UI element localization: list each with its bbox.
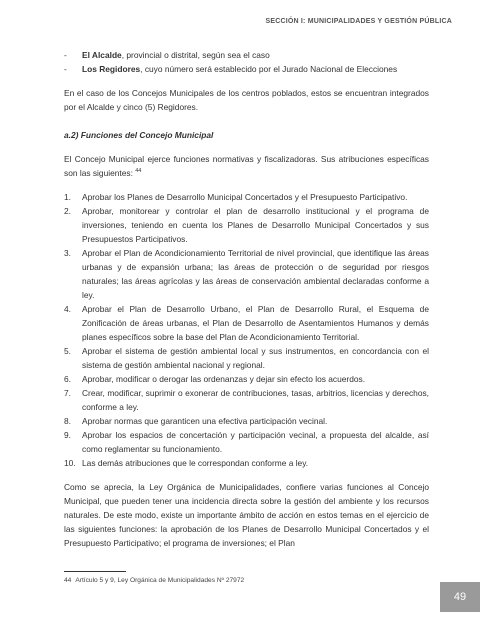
item-text: Aprobar el Plan de Acondicionamiento Territorial de nivel provincial, que identifique las áreas urbanas y de expansión urbana; las áreas de protección o de seguridad por riesgos naturales; las áreas agrícolas y las áreas de conservación ambiental declaradas conforme a ley.	[82, 248, 429, 300]
council-members-list	[64, 48, 429, 76]
section-subheading: a.2) Funciones del Concejo Municipal	[64, 130, 214, 140]
item-text: Crear, modificar, suprimir o exonerar de contribuciones, tasas, arbitrios, licencias y derechos, conforme a ley.	[82, 388, 429, 412]
list-item	[64, 48, 429, 62]
item-text: Aprobar, monitorear y controlar el plan de desarrollo institucional y el programa de inversiones, teniendo en cuenta los Planes de Desarrollo Municipal Concertados y sus Presupuestos Participativos.	[82, 206, 429, 244]
member-description: , provincial o distrital, según sea el caso	[121, 50, 270, 60]
list-item	[64, 62, 429, 76]
list-item	[64, 246, 429, 302]
intro-text: El Concejo Municipal ejerce funciones normativas y fiscalizadoras. Sus atribuciones específicas son las siguientes:	[64, 154, 429, 178]
item-text: Aprobar el Plan de Desarrollo Urbano, el Plan de Desarrollo Rural, el Esquema de Zonificación de áreas urbanas, el Plan de Desarrollo de Asentamientos Humanos y demás planes específicos sobre la base del Plan de Acondicionamiento Territorial.	[82, 304, 429, 342]
item-text: Aprobar normas que garanticen una efectiva participación vecinal.	[82, 416, 328, 426]
item-number: 9.	[64, 430, 71, 440]
item-text: Aprobar los Planes de Desarrollo Municipal Concertados y el Presupuesto Participativo.	[82, 192, 408, 202]
footnote	[64, 577, 244, 584]
list-item	[64, 344, 429, 372]
item-text: Aprobar, modificar o derogar las ordenanzas y dejar sin efecto los acuerdos.	[82, 374, 366, 384]
item-text: Las demás atribuciones que le correspondan conforme a ley.	[82, 458, 309, 468]
item-number: 5.	[64, 346, 71, 356]
item-number: 7.	[64, 388, 71, 398]
item-number: 8.	[64, 416, 71, 426]
list-dash: -	[64, 50, 67, 60]
item-number: 2.	[64, 206, 71, 216]
attributions-list	[64, 190, 429, 470]
item-number: 3.	[64, 248, 71, 258]
list-item	[64, 372, 429, 386]
list-item	[64, 190, 429, 204]
intro-paragraph	[64, 152, 429, 180]
list-item	[64, 414, 429, 428]
member-name: El Alcalde	[82, 50, 122, 60]
item-number: 1.	[64, 192, 71, 202]
item-number: 4.	[64, 304, 71, 314]
member-name: Los Regidores	[82, 64, 141, 74]
footnote-text: Artículo 5 y 9, Ley Orgánica de Municipalidades Nº 27972	[75, 577, 245, 584]
paragraph-centros-poblados: En el caso de los Concejos Municipales de los centros poblados, estos se encuentran integrados por el Alcalde y cinco (5) Regidores.	[64, 88, 429, 112]
footnote-divider	[64, 571, 126, 572]
closing-paragraph: Como se aprecia, la Ley Orgánica de Municipalidades, confiere varias funciones al Concejo Municipal, que pueden tener una incidencia directa sobre la gestión del ambiente y los recursos naturales. De este modo, existe un importante ámbito de acción en estos temas en el ejercicio de las siguientes funciones: la aprobación de los Planes de Desarrollo Municipal Concertados y el Presupuesto Participativo; el programa de inversiones; el Plan	[64, 482, 429, 548]
page-number-badge	[440, 582, 480, 612]
item-text: Aprobar el sistema de gestión ambiental local y sus instrumentos, en concordancia con el sistema de gestión ambiental nacional y regional.	[82, 346, 429, 370]
section-header: SECCIÓN I: MUNICIPALIDADES Y GESTIÓN PÚBLICA	[265, 18, 452, 25]
item-number: 10.	[64, 458, 76, 468]
list-item	[64, 302, 429, 344]
list-dash: -	[64, 64, 67, 74]
footnote-number: 44	[64, 577, 72, 584]
list-item	[64, 456, 429, 470]
footnote-reference: 44	[135, 168, 142, 175]
list-item	[64, 204, 429, 246]
list-item	[64, 428, 429, 456]
item-number: 6.	[64, 374, 71, 384]
list-item	[64, 386, 429, 414]
item-text: Aprobar los espacios de concertación y participación vecinal, a propuesta del alcalde, así como reglamentar su funcionamiento.	[82, 430, 429, 454]
page-body	[64, 48, 429, 560]
member-description: , cuyo número será establecido por el Jurado Nacional de Elecciones	[140, 64, 398, 74]
page-number: 49	[453, 591, 467, 603]
